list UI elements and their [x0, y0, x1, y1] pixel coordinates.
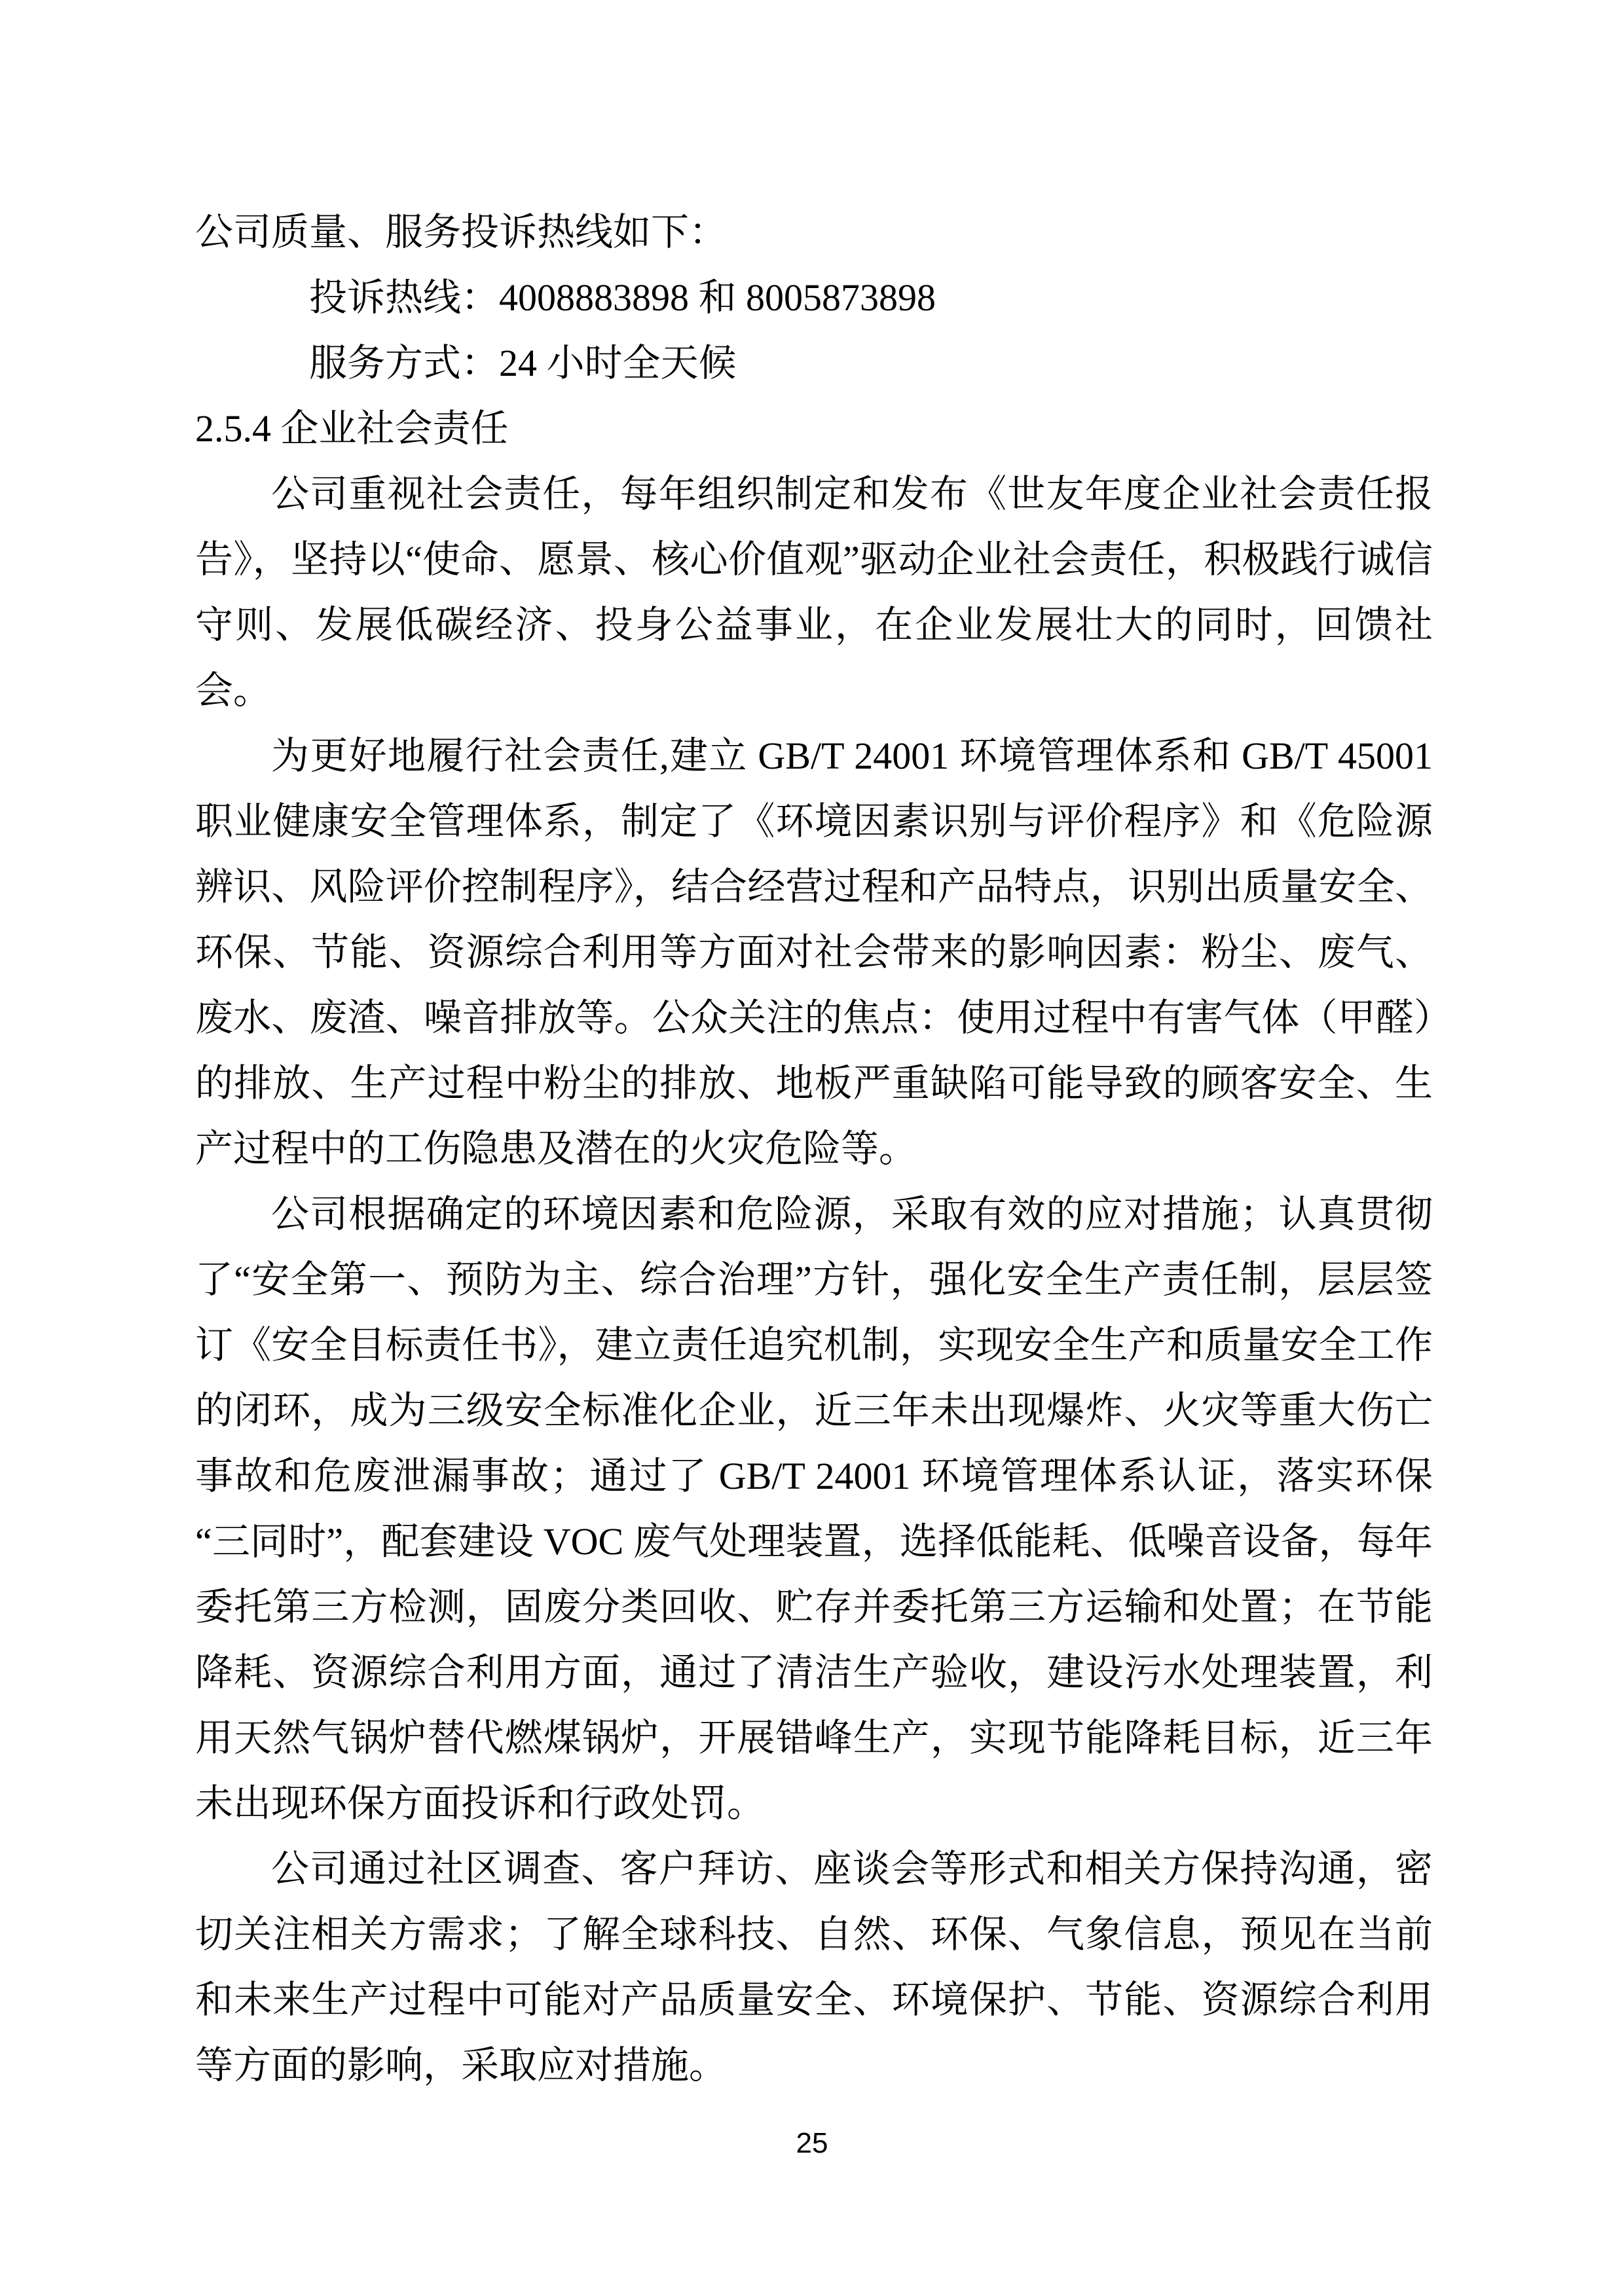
paragraph-social-responsibility: 公司重视社会责任，每年组织制定和发布《世友年度企业社会责任报告》，坚持以“使命、愿景、核心价值观”驱动企业社会责任，积极践行诚信守则、发展低碳经济、投身公益事业，在企业发展壮大的同时，回馈社会。 — [195, 473, 1433, 712]
complaint-hotline-line: 投诉热线：4008883898 和 8005873898 — [309, 276, 936, 319]
paragraph-stakeholder-communication: 公司通过社区调查、客户拜访、座谈会等形式和相关方保持沟通，密切关注相关方需求；了解全球科技、自然、环保、气象信息，预见在当前和未来生产过程中可能对产品质量安全、环境保护、节能、资源综合利用等方面的影响，采取应对措施。 — [195, 1848, 1433, 2086]
paragraph-management-systems: 为更好地履行社会责任,建立 GB/T 24001 环境管理体系和 GB/T 45001 职业健康安全管理体系，制定了《环境因素识别与评价程序》和《危险源辨识、风险评价控制程序》，结合经营过程和产品特点，识别出质量安全、环保、节能、资源综合利用等方面对社会带来的影响因素：粉尘、废气、废水、废渣、噪音排放等。公众关注的焦点：使用过程中有害气体（甲醛）的排放、生产过程中粉尘的排放、地板严重缺陷可能导致的顾客安全、生产过程中的工伤隐患及潜在的火灾危险等。 — [195, 735, 1433, 1170]
service-mode-line: 服务方式：24 小时全天候 — [309, 342, 737, 384]
hotline-intro-line: 公司质量、服务投诉热线如下： — [195, 211, 728, 253]
section-heading: 2.5.4 企业社会责任 — [195, 407, 509, 450]
page-body — [195, 200, 1433, 2098]
paragraph-safety-environment-measures: 公司根据确定的环境因素和危险源，采取有效的应对措施；认真贯彻了“安全第一、预防为主、综合治理”方针，强化安全生产责任制，层层签订《安全目标责任书》，建立责任追究机制，实现安全生产和质量安全工作的闭环，成为三级安全标准化企业，近三年未出现爆炸、火灾等重大伤亡事故和危废泄漏事故；通过了 GB/T 24001 环境管理体系认证，落实环保“三同时”，配套建设 VOC 废气处理装置，选择低能耗、低噪音设备，每年委托第三方检测，固废分类回收、贮存并委托第三方运输和处置；在节能降耗、资源综合利用方面，通过了清洁生产验收，建设污水处理装置，利用天然气锅炉替代燃煤锅炉，开展错峰生产，实现节能降耗目标，近三年未出现环保方面投诉和行政处罚。 — [195, 1193, 1433, 1825]
page-number: 25 — [796, 2127, 828, 2159]
